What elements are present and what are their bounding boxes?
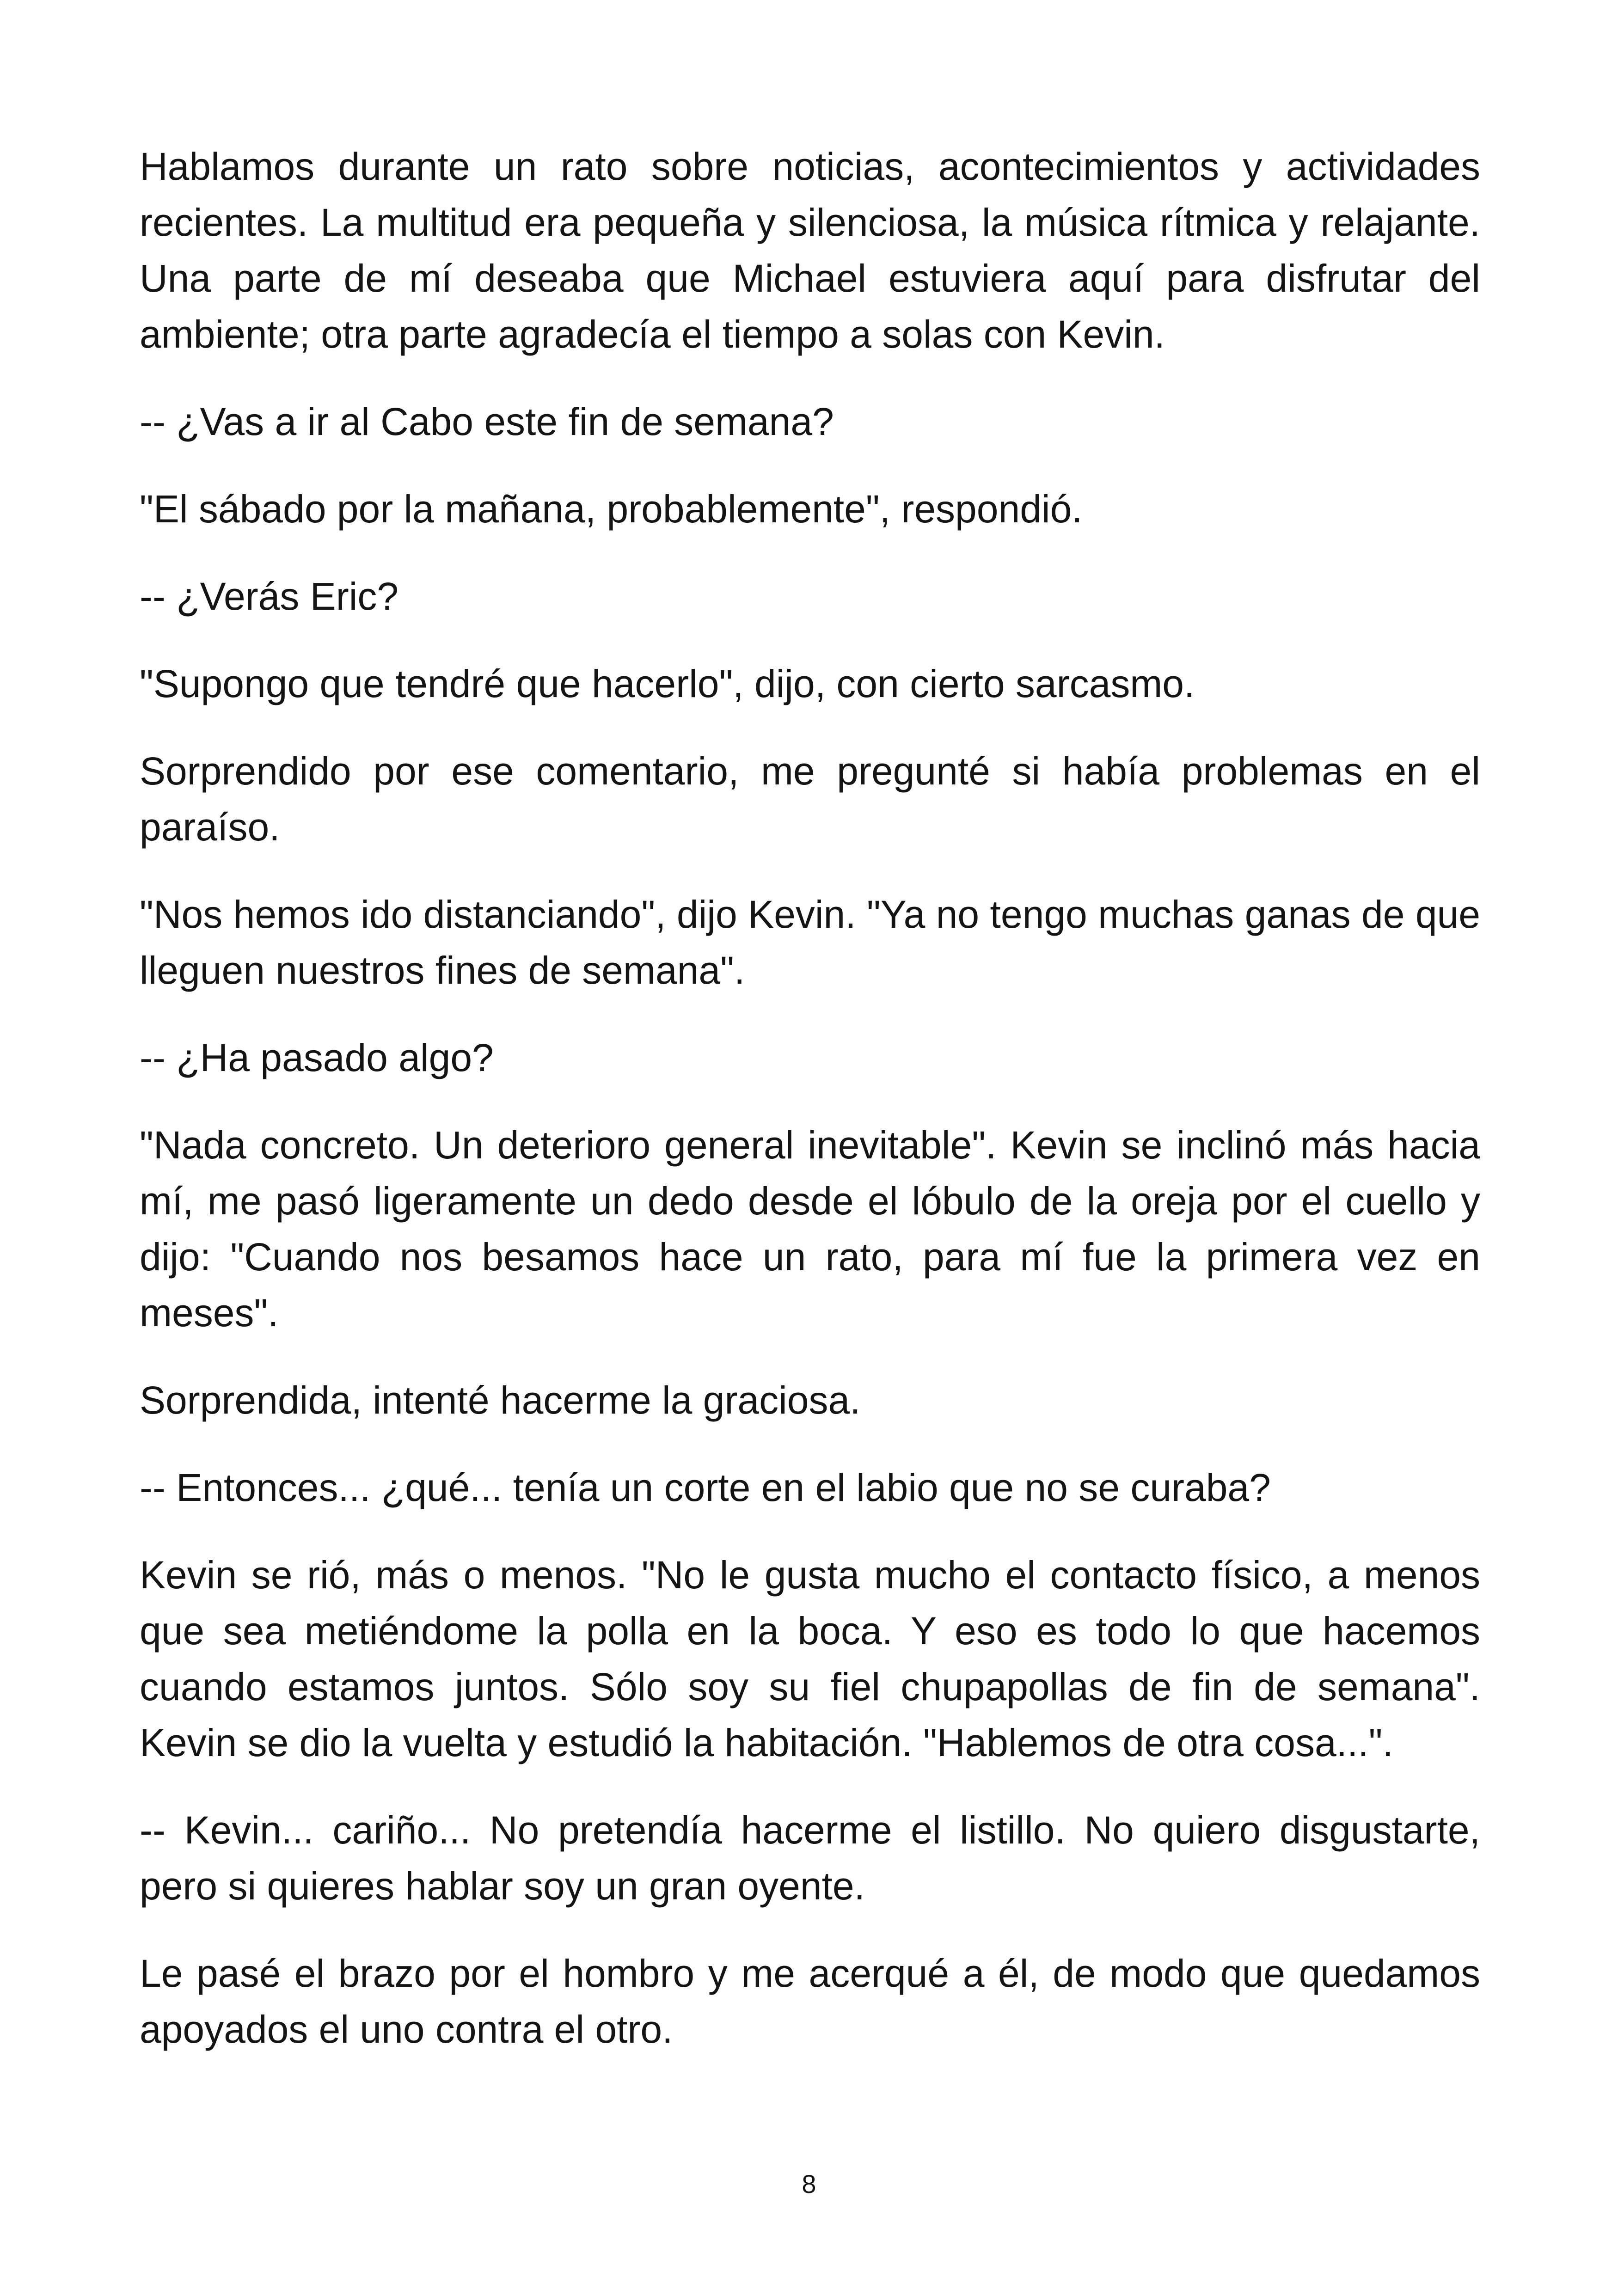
- paragraph: "Nos hemos ido distanciando", dijo Kevin. "Ya no tengo muchas ganas de que lleguen nuestros fines de semana".: [140, 893, 1480, 992]
- paragraph: -- ¿Ha pasado algo?: [140, 1036, 494, 1079]
- paragraph: Sorprendida, intenté hacerme la graciosa.: [140, 1378, 861, 1422]
- paragraph: Kevin se rió, más o menos. "No le gusta mucho el contacto físico, a menos que sea metiéndome la polla en la boca. Y eso es todo lo que hacemos cuando estamos juntos. Sólo soy su fiel chupapollas de fin de semana". Kevin se dio la vuelta y estudió la habitación. "Hablemos de otra cosa...".: [140, 1553, 1480, 1764]
- paragraph: "Supongo que tendré que hacerlo", dijo, con cierto sarcasmo.: [140, 662, 1195, 705]
- paragraph: -- ¿Vas a ir al Cabo este fin de semana?: [140, 400, 834, 443]
- body-text: [140, 139, 1480, 2089]
- paragraph: Hablamos durante un rato sobre noticias, acontecimientos y actividades recientes. La multitud era pequeña y silenciosa, la música rítmica y relajante. Una parte de mí deseaba que Michael estuviera aquí para disfrutar del ambiente; otra parte agradecía el tiempo a solas con Kevin.: [140, 145, 1480, 356]
- paragraph: -- Entonces... ¿qué... tenía un corte en el labio que no se curaba?: [140, 1466, 1271, 1509]
- paragraph: "El sábado por la mañana, probablemente", respondió.: [140, 487, 1083, 531]
- paragraph: Sorprendido por ese comentario, me pregunté si había problemas en el paraíso.: [140, 749, 1480, 849]
- paragraph: Le pasé el brazo por el hombro y me acerqué a él, de modo que quedamos apoyados el uno contra el otro.: [140, 1952, 1480, 2051]
- page-number: 8: [802, 2169, 816, 2198]
- paragraph: "Nada concreto. Un deterioro general inevitable". Kevin se inclinó más hacia mí, me pasó ligeramente un dedo desde el lóbulo de la oreja por el cuello y dijo: "Cuando nos besamos hace un rato, para mí fue la primera vez en meses".: [140, 1123, 1480, 1335]
- paragraph: -- Kevin... cariño... No pretendía hacerme el listillo. No quiero disgustarte, pero si quieres hablar soy un gran oyente.: [140, 1808, 1480, 1908]
- paragraph: -- ¿Verás Eric?: [140, 575, 399, 618]
